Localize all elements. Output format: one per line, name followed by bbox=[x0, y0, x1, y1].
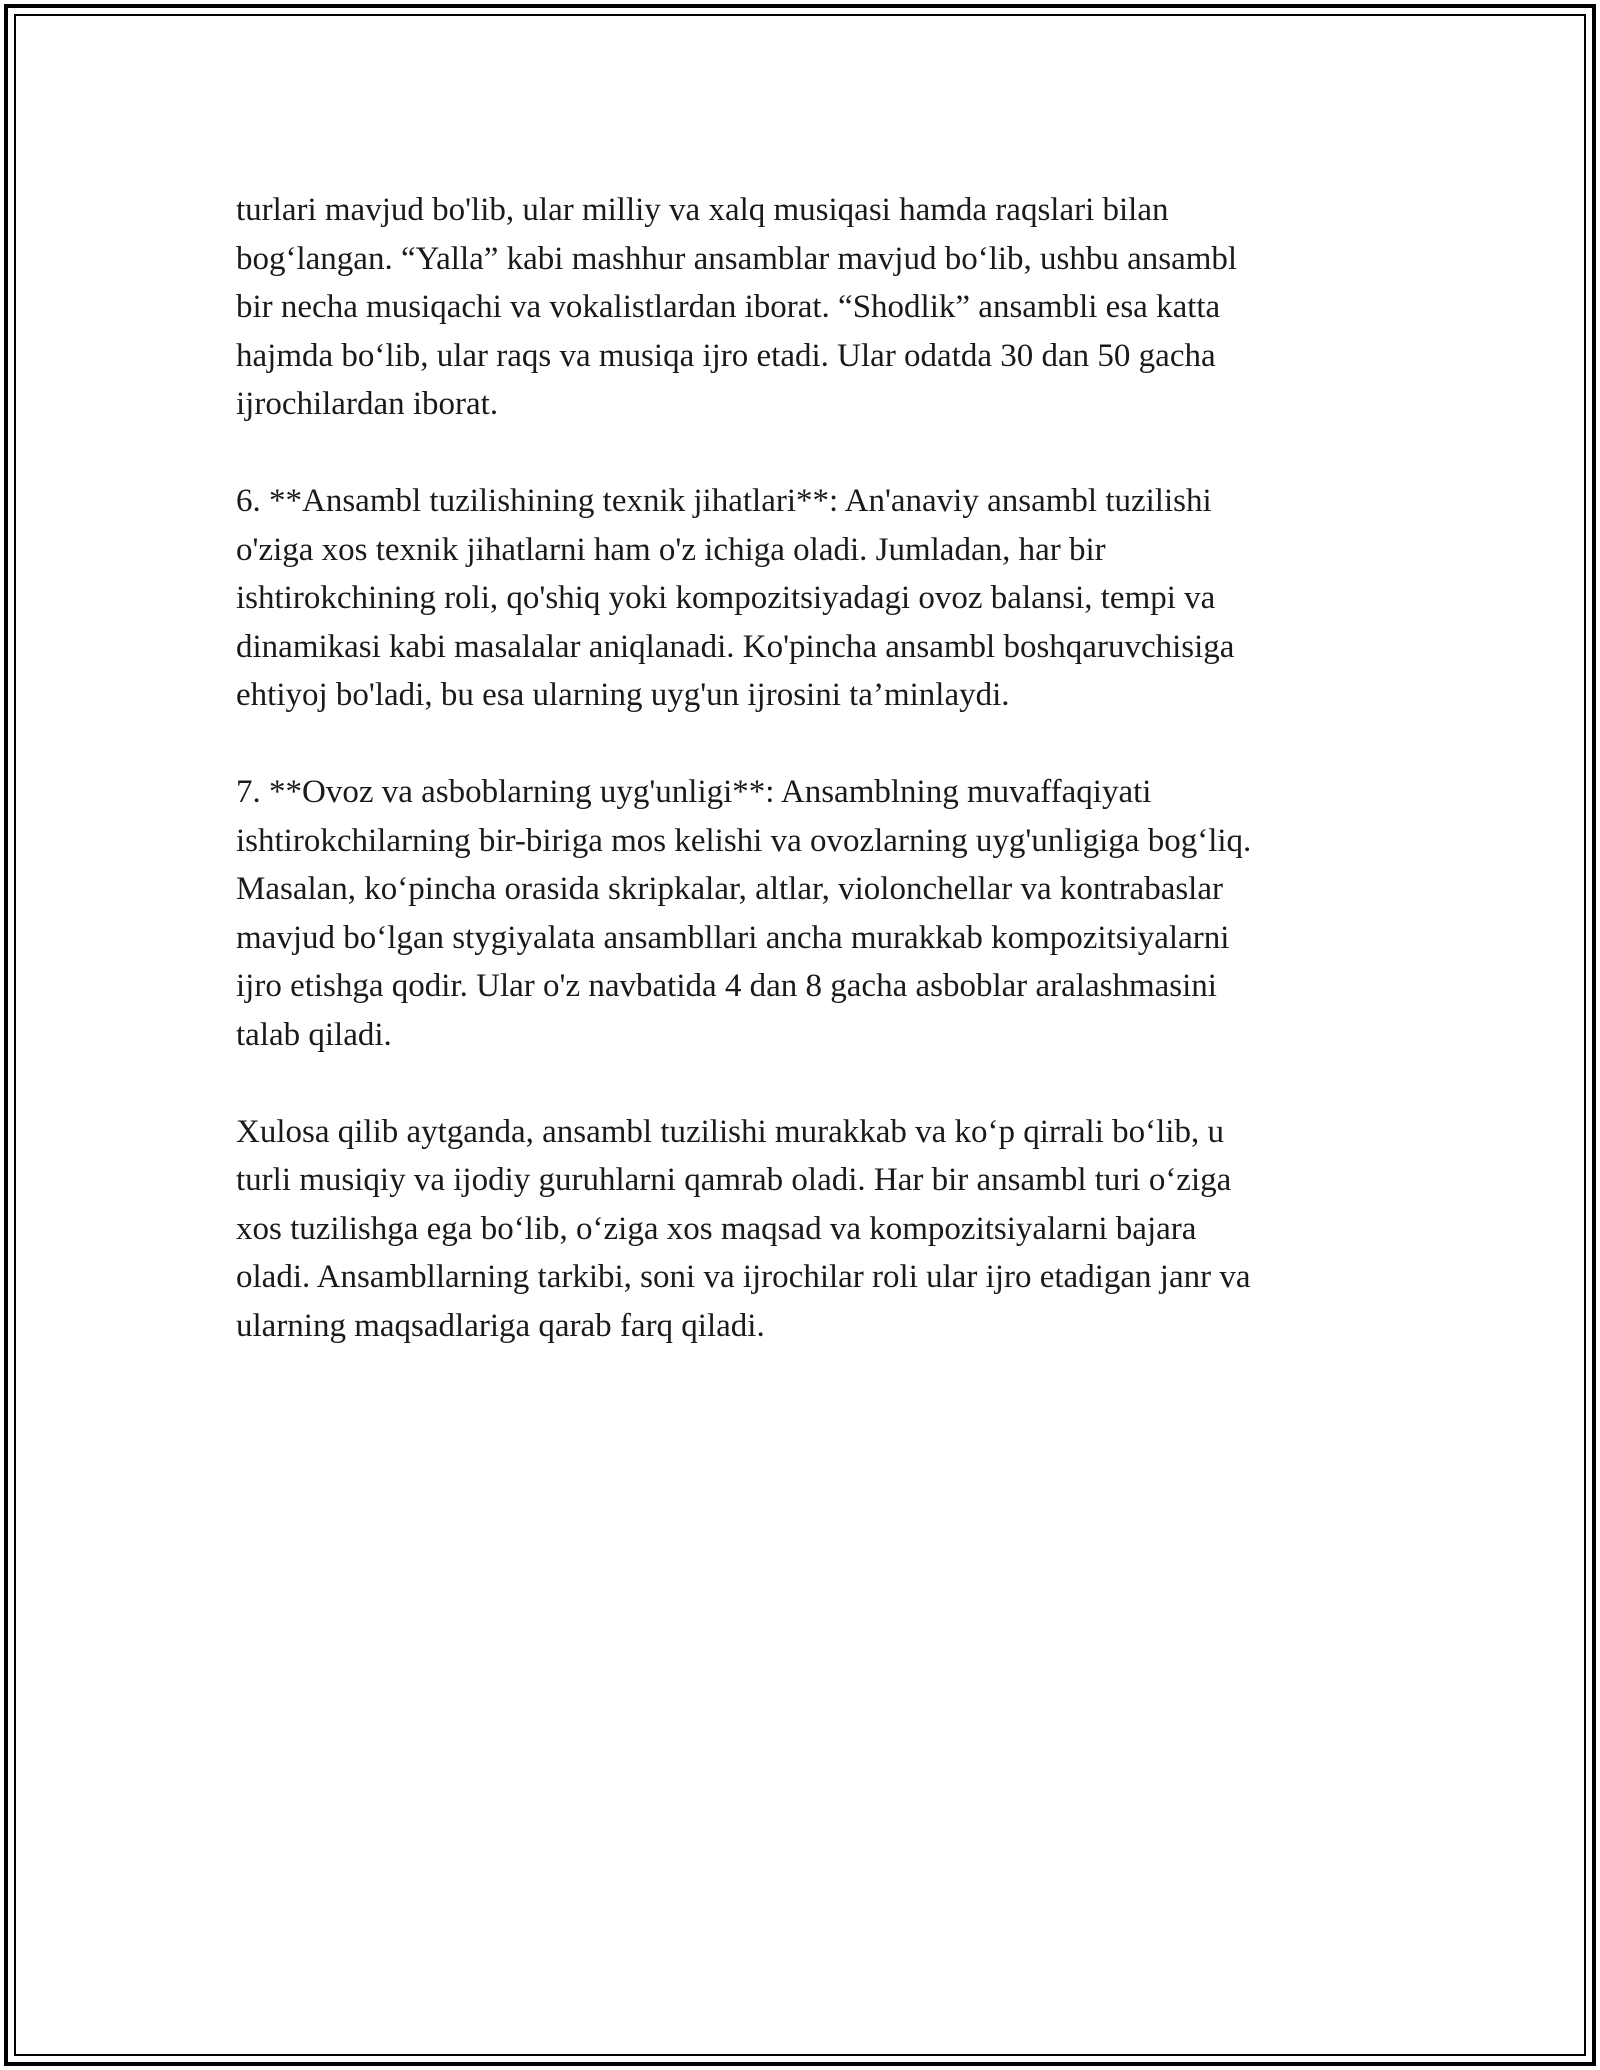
paragraph-technical-aspects: 6. **Ansambl tuzilishining texnik jihatlari**: An'anaviy ansambl tuzilishi o'ziga xos texnik jihatlarni ham o'z ichiga oladi. Jumladan, har bir ishtirokchining roli, qo'shiq yoki kompozitsiyadagi ovoz balansi, tempi va dinamikasi kabi masalalar aniqlanadi. Ko'pincha ansambl boshqaruvchisiga ehtiyoj bo'ladi, bu esa ularning uyg'un ijrosini ta’minlaydi. bbox=[236, 483, 1235, 713]
paragraph-voice-instrument-harmony: 7. **Ovoz va asboblarning uyg'unligi**: Ansamblning muvaffaqiyati ishtirokchilarning bir-biriga mos kelishi va ovozlarning uyg'unligiga bog‘liq. Masalan, ko‘pincha orasida skripkalar, altlar, violonchellar va kontrabaslar mavjud bo‘lgan stygiyalata ansambllari ancha murakkab kompozitsiyalarni ijro etishga qodir. Ular o'z navbatida 4 dan 8 gacha asboblar aralashmasini talab qiladi. bbox=[236, 774, 1252, 1053]
paragraph-ensemble-types-continued: turlari mavjud bo'lib, ular milliy va xalq musiqasi hamda raqslari bilan bog‘langan. “Yalla” kabi mashhur ansamblar mavjud bo‘lib, ushbu ansambl bir necha musiqachi va vokalistlardan iborat. “Shodlik” ansambli esa katta hajmda bo‘lib, ular raqs va musiqa ijro etadi. Ular odatda 30 dan 50 gacha ijrochilardan iborat. bbox=[236, 192, 1238, 422]
document-body bbox=[236, 186, 1386, 1399]
paragraph-conclusion: Xulosa qilib aytganda, ansambl tuzilishi murakkab va ko‘p qirrali bo‘lib, u turli musiqiy va ijodiy guruhlarni qamrab oladi. Har bir ansambl turi o‘ziga xos tuzilishga ega bo‘lib, o‘ziga xos maqsad va kompozitsiyalarni bajara oladi. Ansambllarning tarkibi, soni va ijrochilar roli ular ijro etadigan janr va ularning maqsadlariga qarab farq qiladi. bbox=[236, 1113, 1251, 1344]
